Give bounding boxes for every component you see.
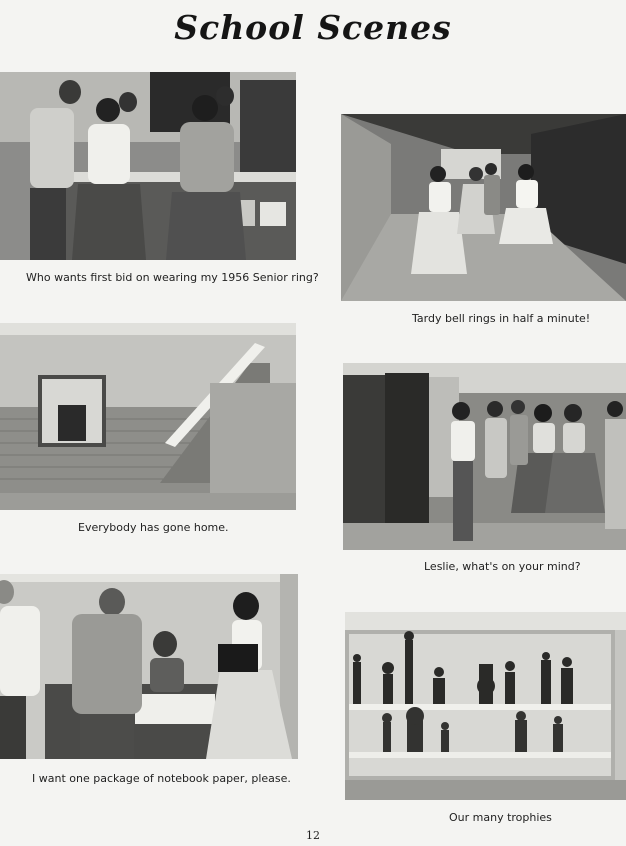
page-title: School Scenes — [174, 8, 452, 47]
photo-caption: I want one package of notebook paper, please. — [32, 772, 291, 785]
photo-caption: Who wants first bid on wearing my 1956 Senior ring? — [26, 271, 319, 284]
photo-caption: Tardy bell rings in half a minute! — [412, 312, 591, 325]
photo-leslie — [343, 363, 626, 550]
photo-tardy-bell — [341, 114, 626, 301]
photo-senior-ring — [0, 72, 296, 260]
page-number: 12 — [306, 829, 320, 842]
photo-caption: Leslie, what's on your mind? — [424, 560, 581, 573]
photo-caption: Everybody has gone home. — [78, 521, 229, 534]
photo-caption: Our many trophies — [449, 811, 552, 824]
photo-notebook-paper — [0, 574, 298, 759]
photo-trophies — [345, 612, 626, 800]
photo-everybody-gone — [0, 323, 296, 510]
